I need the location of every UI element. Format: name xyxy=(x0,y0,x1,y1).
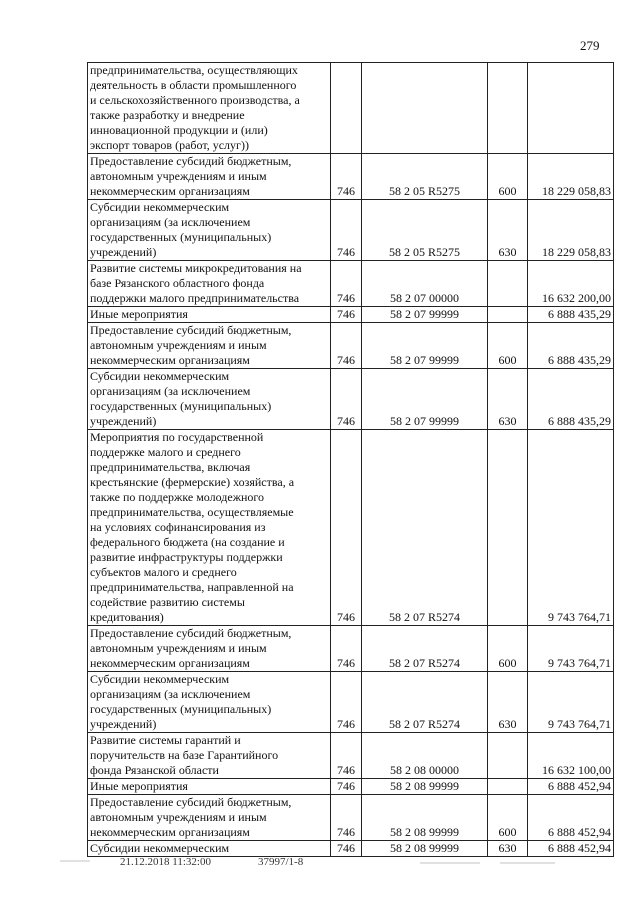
scan-smudge xyxy=(420,862,480,864)
cell-sum: 16 632 100,00 xyxy=(528,733,614,779)
cell-vr: 600 xyxy=(488,795,528,841)
cell-sum: 9 743 764,71 xyxy=(528,672,614,733)
table-row xyxy=(88,154,614,200)
cell-csr: 58 2 05 R5275 xyxy=(362,154,488,200)
cell-name: предпринимательства, осуществляющих деятельность в области промышленного и сельскохозяйственного производства, а также разработку и внедрение инновационной продукции и (или) экспорт товаров (работ, услуг)) xyxy=(88,63,331,154)
cell-ved: 746 xyxy=(331,369,362,430)
cell-ved: 746 xyxy=(331,200,362,261)
cell-vr: 630 xyxy=(488,200,528,261)
cell-sum: 6 888 435,29 xyxy=(528,323,614,369)
cell-csr: 58 2 07 99999 xyxy=(362,323,488,369)
cell-csr: 58 2 07 R5274 xyxy=(362,672,488,733)
cell-sum xyxy=(528,63,614,154)
cell-csr: 58 2 07 99999 xyxy=(362,369,488,430)
cell-sum: 18 229 058,83 xyxy=(528,200,614,261)
cell-ved: 746 xyxy=(331,307,362,323)
cell-csr: 58 2 07 00000 xyxy=(362,261,488,307)
table-row xyxy=(88,307,614,323)
cell-vr: 600 xyxy=(488,323,528,369)
cell-vr: 630 xyxy=(488,841,528,857)
scan-smudge xyxy=(500,862,555,864)
cell-sum: 9 743 764,71 xyxy=(528,430,614,626)
cell-name: Предоставление субсидий бюджетным, автономным учреждениям и иным некоммерческим организациям xyxy=(88,795,331,841)
cell-sum: 6 888 452,94 xyxy=(528,841,614,857)
footer-timestamp: 21.12.2018 11:32:00 xyxy=(120,856,211,868)
cell-name: Предоставление субсидий бюджетным, автономным учреждениям и иным некоммерческим организациям xyxy=(88,626,331,672)
cell-csr: 58 2 08 99999 xyxy=(362,841,488,857)
cell-ved: 746 xyxy=(331,672,362,733)
cell-name: Развитие системы гарантий и поручительств на базе Гарантийного фонда Рязанской области xyxy=(88,733,331,779)
cell-csr: 58 2 08 00000 xyxy=(362,733,488,779)
cell-ved: 746 xyxy=(331,841,362,857)
cell-ved xyxy=(331,63,362,154)
table-row xyxy=(88,672,614,733)
cell-ved: 746 xyxy=(331,795,362,841)
cell-name: Субсидии некоммерческим xyxy=(88,841,331,857)
cell-vr xyxy=(488,733,528,779)
table-row xyxy=(88,795,614,841)
cell-vr xyxy=(488,307,528,323)
cell-sum: 6 888 452,94 xyxy=(528,795,614,841)
cell-sum: 9 743 764,71 xyxy=(528,626,614,672)
cell-ved: 746 xyxy=(331,261,362,307)
scan-smudge xyxy=(60,860,90,862)
cell-sum: 16 632 200,00 xyxy=(528,261,614,307)
cell-csr: 58 2 08 99999 xyxy=(362,795,488,841)
cell-ved: 746 xyxy=(331,154,362,200)
cell-csr: 58 2 07 R5274 xyxy=(362,430,488,626)
cell-ved: 746 xyxy=(331,430,362,626)
cell-vr: 630 xyxy=(488,672,528,733)
cell-sum: 6 888 435,29 xyxy=(528,307,614,323)
cell-csr: 58 2 07 R5274 xyxy=(362,626,488,672)
cell-csr: 58 2 05 R5275 xyxy=(362,200,488,261)
cell-ved: 746 xyxy=(331,323,362,369)
cell-sum: 18 229 058,83 xyxy=(528,154,614,200)
footer-doc-number: 37997/1-8 xyxy=(258,856,304,868)
cell-csr: 58 2 07 99999 xyxy=(362,307,488,323)
cell-name: Субсидии некоммерческим организациям (за исключением государственных (муниципальных) учреждений) xyxy=(88,369,331,430)
cell-sum: 6 888 452,94 xyxy=(528,779,614,795)
table-row xyxy=(88,323,614,369)
cell-ved: 746 xyxy=(331,733,362,779)
cell-name: Иные мероприятия xyxy=(88,307,331,323)
table-row xyxy=(88,369,614,430)
cell-vr: 600 xyxy=(488,626,528,672)
cell-csr xyxy=(362,63,488,154)
table-row xyxy=(88,626,614,672)
cell-vr: 630 xyxy=(488,369,528,430)
cell-name: Субсидии некоммерческим организациям (за исключением государственных (муниципальных) учреждений) xyxy=(88,200,331,261)
cell-name: Иные мероприятия xyxy=(88,779,331,795)
table-row xyxy=(88,200,614,261)
budget-table xyxy=(87,62,614,857)
cell-vr: 600 xyxy=(488,154,528,200)
cell-ved: 746 xyxy=(331,779,362,795)
cell-csr: 58 2 08 99999 xyxy=(362,779,488,795)
table-row xyxy=(88,63,614,154)
cell-name: Мероприятия по государственной поддержке малого и среднего предпринимательства, включая крестьянские (фермерские) хозяйства, а также по поддержке молодежного предпринимательства, осуществляемые на условиях софинансирования из федерального бюджета (на создание и развитие инфраструктуры поддержки субъектов малого и среднего предпринимательства, направленной на содействие развитию системы кредитования) xyxy=(88,430,331,626)
cell-vr xyxy=(488,261,528,307)
table-row xyxy=(88,261,614,307)
cell-vr xyxy=(488,779,528,795)
cell-vr xyxy=(488,63,528,154)
table-row xyxy=(88,430,614,626)
table-row xyxy=(88,841,614,857)
table-row xyxy=(88,733,614,779)
cell-name: Субсидии некоммерческим организациям (за исключением государственных (муниципальных) учреждений) xyxy=(88,672,331,733)
cell-sum: 6 888 435,29 xyxy=(528,369,614,430)
cell-name: Предоставление субсидий бюджетным, автономным учреждениям и иным некоммерческим организациям xyxy=(88,323,331,369)
cell-ved: 746 xyxy=(331,626,362,672)
page-number: 279 xyxy=(580,38,600,53)
cell-vr xyxy=(488,430,528,626)
table-row xyxy=(88,779,614,795)
cell-name: Развитие системы микрокредитования на базе Рязанского областного фонда поддержки малого предпринимательства xyxy=(88,261,331,307)
cell-name: Предоставление субсидий бюджетным, автономным учреждениям и иным некоммерческим организациям xyxy=(88,154,331,200)
